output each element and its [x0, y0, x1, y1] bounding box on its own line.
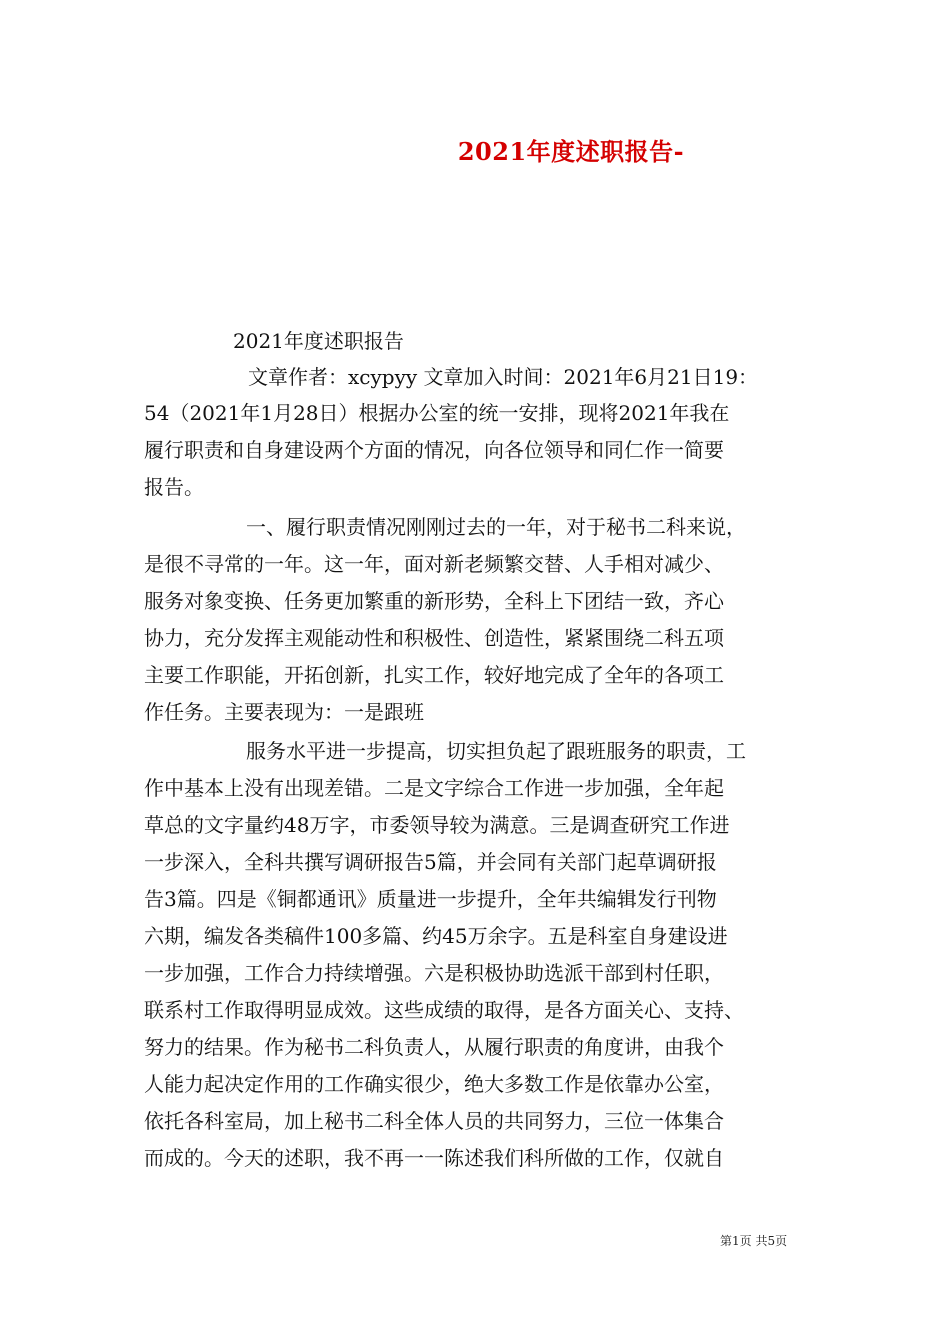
- text-line: 告3篇。四是《铜都通讯》质量进一步提升，全年共编辑发行刊物: [144, 887, 717, 911]
- text-line: 依托各科室局，加上秘书二科全体人员的共同努力，三位一体集合: [144, 1109, 724, 1133]
- text-line: 六期，编发各类稿件100多篇、约45万余字。五是科室自身建设进: [144, 924, 728, 948]
- text-line: 54（2021年1月28日）根据办公室的统一安排，现将2021年我在: [144, 401, 730, 425]
- text-line: 而成的。今天的述职，我不再一一陈述我们科所做的工作，仅就自: [144, 1146, 724, 1170]
- text-line: 作中基本上没有出现差错。二是文字综合工作进一步加强，全年起: [144, 776, 724, 800]
- document-subtitle: 2021年度述职报告: [233, 329, 404, 353]
- text-line: 作任务。主要表现为：一是跟班: [144, 700, 424, 724]
- text-line: 服务水平进一步提高，切实担负起了跟班服务的职责，工: [246, 739, 746, 763]
- text-line: 文章作者：xcypyy 文章加入时间：2021年6月21日19：: [248, 365, 759, 389]
- text-line: 履行职责和自身建设两个方面的情况，向各位领导和同仁作一简要: [144, 438, 724, 462]
- text-line: 联系村工作取得明显成效。这些成绩的取得，是各方面关心、支持、: [144, 998, 744, 1022]
- text-line: 协力，充分发挥主观能动性和积极性、创造性，紧紧围绕二科五项: [144, 626, 724, 650]
- text-line: 服务对象变换、任务更加繁重的新形势，全科上下团结一致，齐心: [144, 589, 724, 613]
- document-title: 2021年度述职报告-: [457, 137, 685, 166]
- text-line: 一、履行职责情况刚刚过去的一年，对于秘书二科来说，: [246, 515, 746, 539]
- text-line: 是很不寻常的一年。这一年，面对新老频繁交替、人手相对减少、: [144, 552, 724, 576]
- text-line: 主要工作职能，开拓创新，扎实工作，较好地完成了全年的各项工: [144, 663, 724, 687]
- text-line: 草总的文字量约48万字，市委领导较为满意。三是调查研究工作进: [144, 813, 730, 837]
- text-line: 努力的结果。作为秘书二科负责人，从履行职责的角度讲，由我个: [144, 1035, 724, 1059]
- text-line: 一步加强，工作合力持续增强。六是积极协助选派干部到村任职，: [144, 961, 724, 985]
- text-line: 一步深入，全科共撰写调研报告5篇，并会同有关部门起草调研报: [144, 850, 717, 874]
- text-line: 人能力起决定作用的工作确实很少，绝大多数工作是依靠办公室，: [144, 1072, 724, 1096]
- page-footer: 第1页 共5页: [720, 1234, 788, 1248]
- text-line: 报告。: [144, 475, 204, 499]
